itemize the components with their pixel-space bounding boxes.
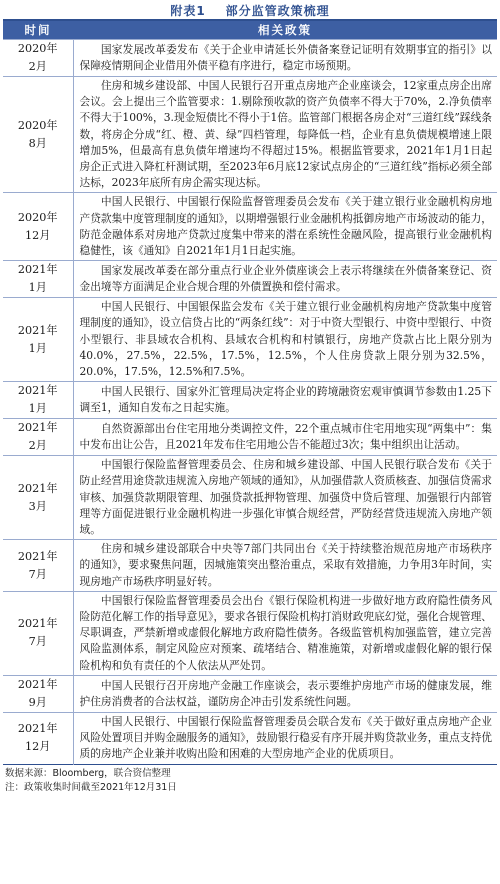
row-date-year: 2021年 — [17, 481, 58, 495]
row-policy-text: 国家发展改革委发布《关于企业申请延长外债备案登记证明有效期事宜的指引》以保障疫情期间企业借用外债平稳有序进行，稳定市场预期。 — [73, 40, 497, 77]
row-date — [3, 456, 73, 540]
row-date-year: 2020年 — [17, 118, 58, 132]
row-policy-text: 中国银行保险监督管理委员会、住房和城乡建设部、中国人民银行联合发布《关于防止经营用途贷款违规流入房地产领域的通知》，从加强借款人资质核查、加强信贷需求审核、加强贷款期限管理、加强贷款抵押物管理、加强贷中贷后管理、加强银行内部管理等方面促进银行业金融机构进一步强化审慎合规经营，严防经营贷违规流入房地产领域。 — [73, 456, 497, 540]
row-date-month: 1月 — [28, 402, 47, 416]
row-date — [3, 298, 73, 382]
row-date-month: 7月 — [28, 567, 47, 581]
row-policy-text: 自然资源部出台住宅用地分类调控文件，22个重点城市住宅用地实现“两集中”：集中发布出让公告，且2021年发布住宅用地公告不能超过3次；集中组织出让活动。 — [73, 419, 497, 456]
row-policy-text: 中国银行保险监督管理委员会出台《银行保险机构进一步做好地方政府隐性债务风险防范化解工作的指导意见》，要求各银行保险机构打消财政兜底幻觉，强化合规管理、尽职调查，严禁新增或虚假化解地方政府隐性债务。各级监管机构加强监管，建立完善风险监测体系，制定风险应对预案、疏堵结合、精准施策，对新增或虚假化解的银行保险机构和负有责任的个人依法从严处罚。 — [73, 591, 497, 675]
table-row — [3, 540, 497, 592]
table-body — [3, 40, 497, 765]
table-caption — [3, 3, 497, 19]
column-header-date: 时间 — [3, 20, 73, 40]
row-date-year: 2021年 — [17, 617, 58, 631]
row-policy-text: 中国人民银行、中国银行保险监督管理委员会发布《关于建立银行业金融机构房地产贷款集中度管理制度的通知》，以期增强银行业金融机构抵御房地产市场波动的能力，防范金融体系对房地产贷款过度集中带来的潜在系统性金融风险，提高银行业金融机构稳健性，该《通知》自2021年1月1日起实施。 — [73, 193, 497, 261]
row-date-year: 2020年 — [17, 42, 58, 55]
row-date-month: 8月 — [28, 136, 47, 150]
row-date — [3, 77, 73, 193]
row-date-month: 1月 — [28, 341, 47, 355]
row-date-year: 2020年 — [17, 210, 58, 224]
column-header-policy: 相关政策 — [73, 20, 497, 40]
row-policy-text: 住房和城乡建设部、中国人民银行召开重点房地产企业座谈会，12家重点房企出席会议。会上提出三个监管要求：1.剔除预收款的资产负债率不得大于70%，2.净负债率不得大于100%，3.现金短债比不得小于1倍。监管部门根据各房企对“三道红线”踩线条数，将房企分成“红、橙、黄、绿”四档管理，每降低一档，企业有息负债规模增速上限增加5%，但最高有息负债年增速均不得超过15%。根据监管要求，2021年1月1日起房企正式进入降杠杆测试期，至2023年6月底12家试点房企的“三道红线”指标必须全部达标，2023年底所有房企需实现达标。 — [73, 77, 497, 193]
row-date — [3, 712, 73, 764]
row-date — [3, 382, 73, 419]
row-date-year: 2021年 — [17, 722, 58, 736]
footnote-note: 注：政策收集时间截至2021年12月31日 — [5, 781, 177, 793]
row-date-month: 12月 — [25, 740, 51, 754]
row-policy-text: 中国人民银行、中国银行保险监督管理委员会联合发布《关于做好重点房地产企业风险处置项目并购金融服务的通知》，鼓励银行稳妥有序开展并购贷款业务，重点支持优质的房地产企业兼并收购出险和困难的大型房地产企业的优质项目。 — [73, 712, 497, 764]
row-date-year: 2021年 — [17, 677, 58, 691]
table-row — [3, 382, 497, 419]
table-row — [3, 675, 497, 712]
row-date-year: 2021年 — [17, 263, 58, 277]
row-date-year: 2021年 — [17, 384, 58, 398]
table-row — [3, 712, 497, 764]
table-row — [3, 419, 497, 456]
table-row — [3, 456, 497, 540]
row-date-month: 2月 — [28, 439, 47, 453]
footnotes — [3, 767, 497, 795]
row-date — [3, 419, 73, 456]
row-date-year: 2021年 — [17, 421, 58, 435]
row-policy-text: 住房和城乡建设部联合中央等7部门共同出台《关于持续整治规范房地产市场秩序的通知》，要求聚焦问题，因城施策突出整治重点，采取有效措施，力争用3年时间，实现房地产市场秩序明显好转。 — [73, 540, 497, 592]
policy-table — [3, 19, 497, 765]
table-row — [3, 40, 497, 77]
row-policy-text: 中国人民银行、国家外汇管理局决定将企业的跨境融资宏观审慎调节参数由1.25下调至1，通知自发布之日起实施。 — [73, 382, 497, 419]
table-row — [3, 77, 497, 193]
table-row — [3, 193, 497, 261]
row-policy-text: 中国人民银行召开房地产金融工作座谈会，表示要维护房地产市场的健康发展，维护住房消费者的合法权益，谨防房企冲击引发系统性问题。 — [73, 675, 497, 712]
row-date — [3, 540, 73, 592]
row-policy-text: 国家发展改革委在部分重点行业企业外债座谈会上表示将继续在外债备案登记、资金出境等方面满足企业合规合理的外债置换和偿付需求。 — [73, 261, 497, 298]
table-row — [3, 261, 497, 298]
table-row — [3, 591, 497, 675]
row-date-year: 2021年 — [17, 323, 58, 337]
row-date-month: 12月 — [25, 228, 51, 242]
footnote-source: 数据来源：Bloomberg，联合资信整理 — [5, 767, 171, 779]
row-date-month: 7月 — [28, 635, 47, 649]
row-date-year: 2021年 — [17, 549, 58, 563]
row-date-month: 9月 — [28, 695, 47, 709]
row-date-month: 2月 — [28, 60, 47, 73]
row-date — [3, 591, 73, 675]
caption-title: 部分监管政策梳理 — [225, 4, 330, 18]
table-header-row — [3, 20, 497, 40]
row-date-month: 3月 — [28, 499, 47, 513]
caption-number: 附表1 — [170, 4, 206, 18]
row-policy-text: 中国人民银行、中国银保监会发布《关于建立银行业金融机构房地产贷款集中度管理制度的通知》，设立信贷占比的“两条红线”：对于中资大型银行、中资中型银行、中资小型银行、非县域农合机构、县域农合机构和村镇银行，房地产贷款占比上限分别为40.0%，27.5%，22.5%，17.5%，12.5%，个人住房贷款上限分别为32.5%，20.0%，17.5%，12.5%和7.5%。 — [73, 298, 497, 382]
row-date — [3, 193, 73, 261]
row-date — [3, 675, 73, 712]
table-row — [3, 298, 497, 382]
row-date — [3, 261, 73, 298]
row-date — [3, 40, 73, 77]
row-date-month: 1月 — [28, 281, 47, 295]
